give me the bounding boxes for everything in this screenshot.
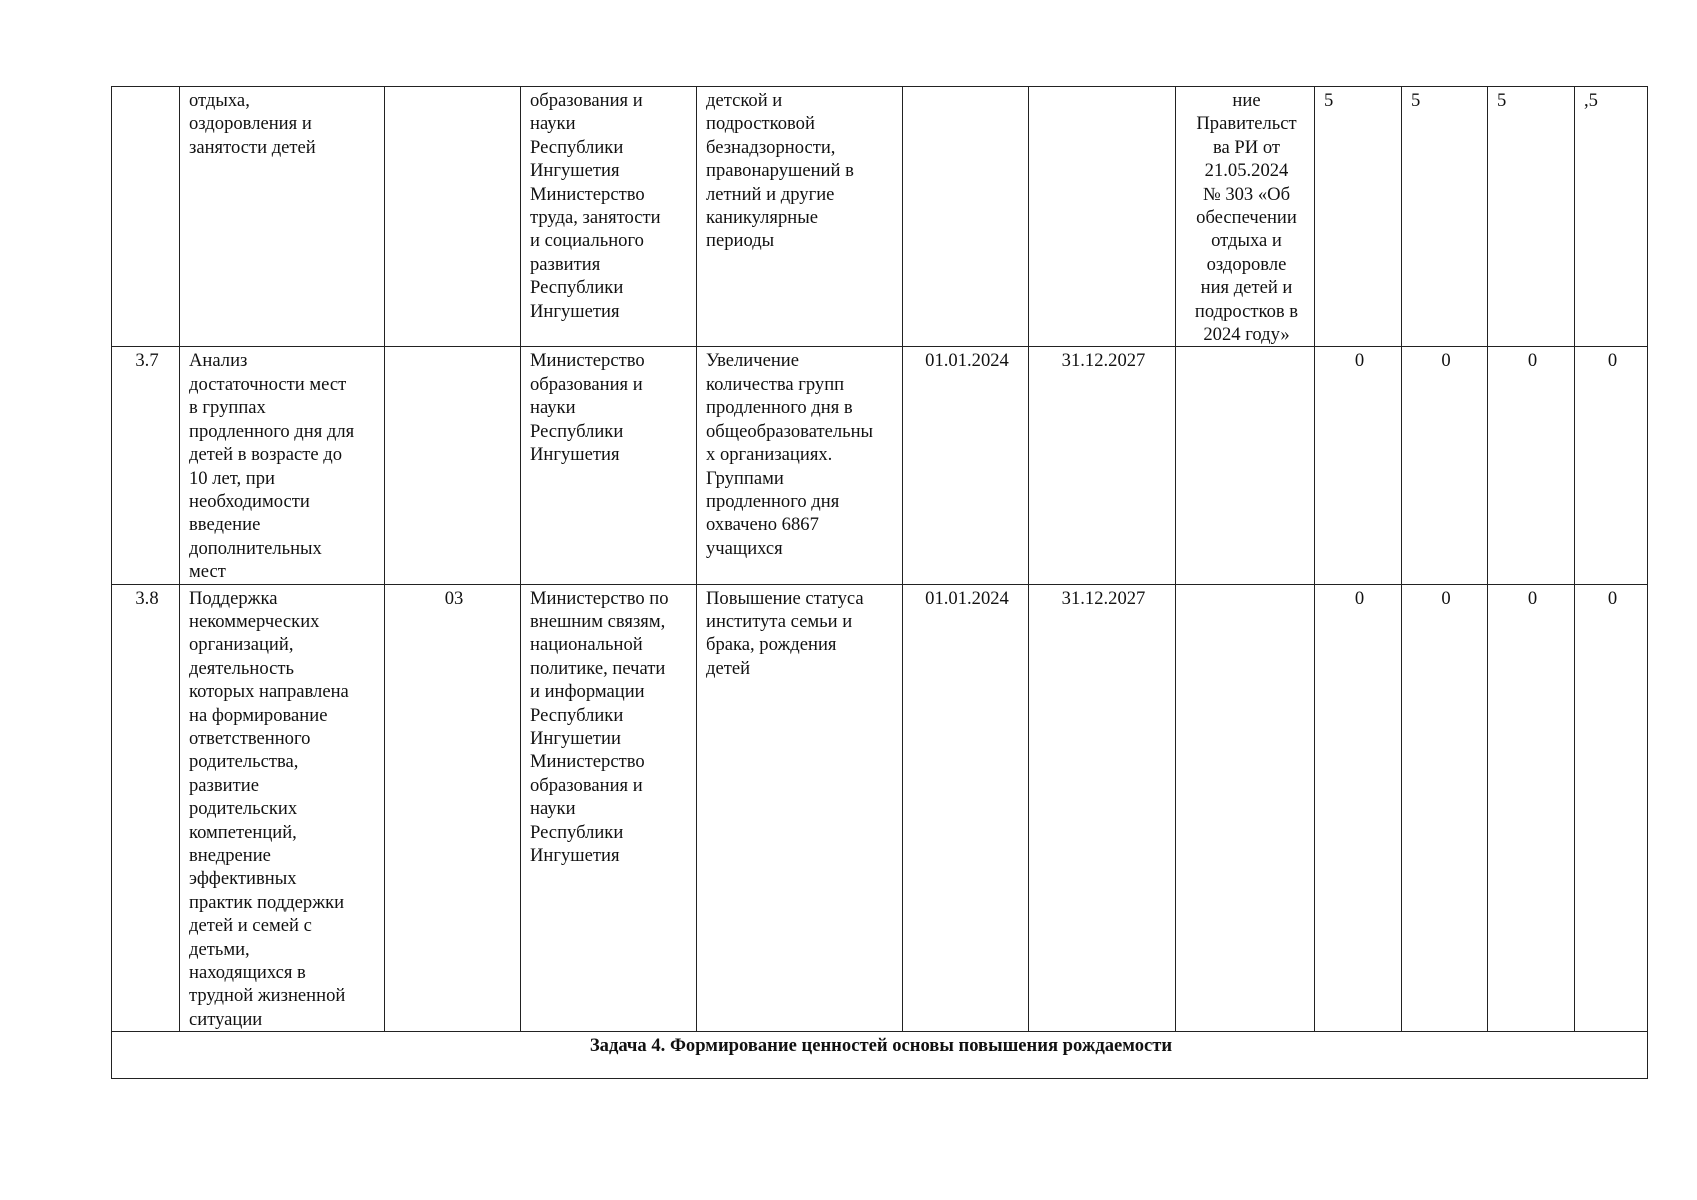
budget-code <box>385 347 521 584</box>
budget-code: 03 <box>385 584 521 1032</box>
table-row <box>112 584 1648 1032</box>
table-row <box>112 87 1648 347</box>
value-3: 0 <box>1488 584 1575 1032</box>
value-4: 0 <box>1575 347 1648 584</box>
measure-name: Поддержка некоммерческих организаций, деятельность которых направлена на формирование ответственного родительства, развитие родительских компетенций, внедрение эффективных практик поддержки детей и семей с детьми, находящихся в трудной жизненной ситуации <box>180 584 385 1032</box>
value-1: 0 <box>1315 347 1402 584</box>
value-2: 5 <box>1402 87 1488 347</box>
row-number: 3.8 <box>112 584 180 1032</box>
legal-document <box>1176 347 1315 584</box>
value-4: 0 <box>1575 584 1648 1032</box>
end-date: 31.12.2027 <box>1029 347 1176 584</box>
start-date: 01.01.2024 <box>903 347 1029 584</box>
value-2: 0 <box>1402 584 1488 1032</box>
end-date: 31.12.2027 <box>1029 584 1176 1032</box>
start-date <box>903 87 1029 347</box>
executor: Министерство по внешним связям, национальной политике, печати и информации Республики Ингушетии Министерство образования и науки Республики Ингушетия <box>521 584 697 1032</box>
measure-name: отдыха, оздоровления и занятости детей <box>180 87 385 347</box>
row-number <box>112 87 180 347</box>
expected-result: детской и подростковой безнадзорности, правонарушений в летний и другие каникулярные периоды <box>697 87 903 347</box>
value-1: 0 <box>1315 584 1402 1032</box>
task-heading-row <box>112 1032 1648 1079</box>
value-3: 0 <box>1488 347 1575 584</box>
executor: Министерство образования и науки Республики Ингушетия <box>521 347 697 584</box>
expected-result: Повышение статуса института семьи и брака, рождения детей <box>697 584 903 1032</box>
legal-document: ние Правительст ва РИ от 21.05.2024 № 303 «Об обеспечении отдыха и оздоровле ния детей и подростков в 2024 году» <box>1176 87 1315 347</box>
expected-result: Увеличение количества групп продленного дня в общеобразовательны х организациях. Группами продленного дня охвачено 6867 учащихся <box>697 347 903 584</box>
table-row <box>112 347 1648 584</box>
task-heading: Задача 4. Формирование ценностей основы повышения рождаемости <box>112 1032 1648 1079</box>
value-2: 0 <box>1402 347 1488 584</box>
value-4: ,5 <box>1575 87 1648 347</box>
legal-document <box>1176 584 1315 1032</box>
start-date: 01.01.2024 <box>903 584 1029 1032</box>
value-1: 5 <box>1315 87 1402 347</box>
executor: образования и науки Республики Ингушетия Министерство труда, занятости и социального развития Республики Ингушетия <box>521 87 697 347</box>
row-number: 3.7 <box>112 347 180 584</box>
measure-name: Анализ достаточности мест в группах продленного дня для детей в возрасте до 10 лет, при необходимости введение дополнительных мест <box>180 347 385 584</box>
budget-code <box>385 87 521 347</box>
measures-table <box>111 86 1648 1079</box>
value-3: 5 <box>1488 87 1575 347</box>
end-date <box>1029 87 1176 347</box>
